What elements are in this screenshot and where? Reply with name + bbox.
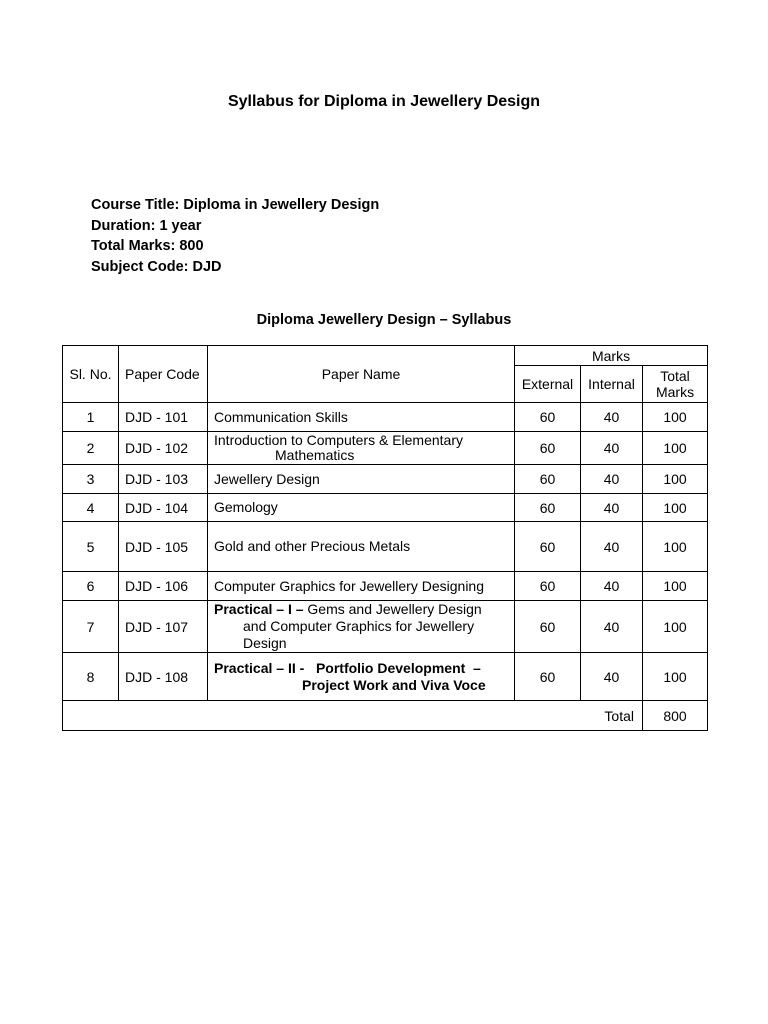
total-value: 800 [643, 701, 708, 731]
paper-code: DJD - 104 [119, 494, 208, 522]
course-duration: Duration: 1 year [91, 217, 202, 234]
table-row [63, 494, 708, 522]
external-marks: 60 [515, 494, 581, 522]
external-marks: 60 [515, 653, 581, 701]
total-marks: 100 [643, 572, 708, 601]
internal-marks: 40 [581, 572, 643, 601]
header-marks: Marks [515, 346, 708, 366]
paper-name-line2: Project Work and Viva Voce [302, 676, 486, 693]
paper-name-line2: Mathematics [275, 447, 355, 463]
practical-label: Practical – I – [214, 601, 304, 617]
paper-name: Gold and other Precious Metals [208, 522, 515, 572]
paper-name [208, 601, 515, 653]
paper-code: DJD - 105 [119, 522, 208, 572]
paper-name-line1: Practical – II - Portfolio Development – [214, 659, 481, 676]
paper-name [208, 432, 515, 465]
header-total-line1: Total [660, 368, 690, 384]
paper-name: Jewellery Design [208, 465, 515, 494]
table-row [63, 572, 708, 601]
paper-name [208, 653, 515, 701]
paper-code: DJD - 103 [119, 465, 208, 494]
course-info [91, 195, 379, 278]
external-marks: 60 [515, 572, 581, 601]
external-marks: 60 [515, 601, 581, 653]
paper-name-line1: Introduction to Computers & Elementary [214, 432, 464, 448]
sl-no: 2 [63, 432, 119, 465]
paper-name: Communication Skills [208, 403, 515, 432]
external-marks: 60 [515, 432, 581, 465]
course-subject-code: Subject Code: DJD [91, 259, 222, 276]
table-row [63, 601, 708, 653]
sl-no: 3 [63, 465, 119, 494]
header-internal: Internal [581, 366, 643, 403]
paper-name-line1 [214, 601, 514, 618]
paper-code: DJD - 106 [119, 572, 208, 601]
total-marks: 100 [643, 653, 708, 701]
document-title: Syllabus for Diploma in Jewellery Design [227, 93, 541, 110]
total-marks: 100 [643, 522, 708, 572]
total-marks: 100 [643, 494, 708, 522]
sl-no: 1 [63, 403, 119, 432]
table-row [63, 432, 708, 465]
external-marks: 60 [515, 522, 581, 572]
total-row [63, 701, 708, 731]
table-title: Diploma Jewellery Design – Syllabus [256, 312, 512, 328]
total-marks: 100 [643, 601, 708, 653]
paper-name: Gemology [208, 494, 515, 522]
paper-name: Computer Graphics for Jewellery Designing [208, 572, 515, 601]
paper-code: DJD - 107 [119, 601, 208, 653]
table-row [63, 465, 708, 494]
header-paper-code: Paper Code [119, 346, 208, 403]
external-marks: 60 [515, 403, 581, 432]
header-external: External [515, 366, 581, 403]
table-row [63, 522, 708, 572]
paper-code: DJD - 102 [119, 432, 208, 465]
header-paper-name: Paper Name [208, 346, 515, 403]
internal-marks: 40 [581, 522, 643, 572]
paper-name-rest: Gems and Jewellery Design [303, 601, 482, 617]
sl-no: 4 [63, 494, 119, 522]
total-marks: 100 [643, 465, 708, 494]
total-marks: 100 [643, 432, 708, 465]
internal-marks: 40 [581, 465, 643, 494]
table-row [63, 403, 708, 432]
header-sl-no: Sl. No. [63, 346, 119, 403]
sl-no: 8 [63, 653, 119, 701]
internal-marks: 40 [581, 653, 643, 701]
internal-marks: 40 [581, 432, 643, 465]
table-row [63, 653, 708, 701]
course-title: Course Title: Diploma in Jewellery Design [91, 197, 380, 213]
paper-code: DJD - 101 [119, 403, 208, 432]
header-total-line2: Marks [655, 384, 695, 400]
paper-code: DJD - 108 [119, 653, 208, 701]
internal-marks: 40 [581, 494, 643, 522]
sl-no: 6 [63, 572, 119, 601]
total-marks: 100 [643, 403, 708, 432]
total-label: Total [63, 701, 643, 731]
paper-name-line2: and Computer Graphics for Jewellery Design [243, 618, 475, 651]
internal-marks: 40 [581, 403, 643, 432]
header-total-marks [643, 366, 708, 403]
external-marks: 60 [515, 465, 581, 494]
course-total-marks: Total Marks: 800 [91, 238, 204, 255]
syllabus-table [62, 345, 708, 731]
sl-no: 7 [63, 601, 119, 653]
sl-no: 5 [63, 522, 119, 572]
internal-marks: 40 [581, 601, 643, 653]
